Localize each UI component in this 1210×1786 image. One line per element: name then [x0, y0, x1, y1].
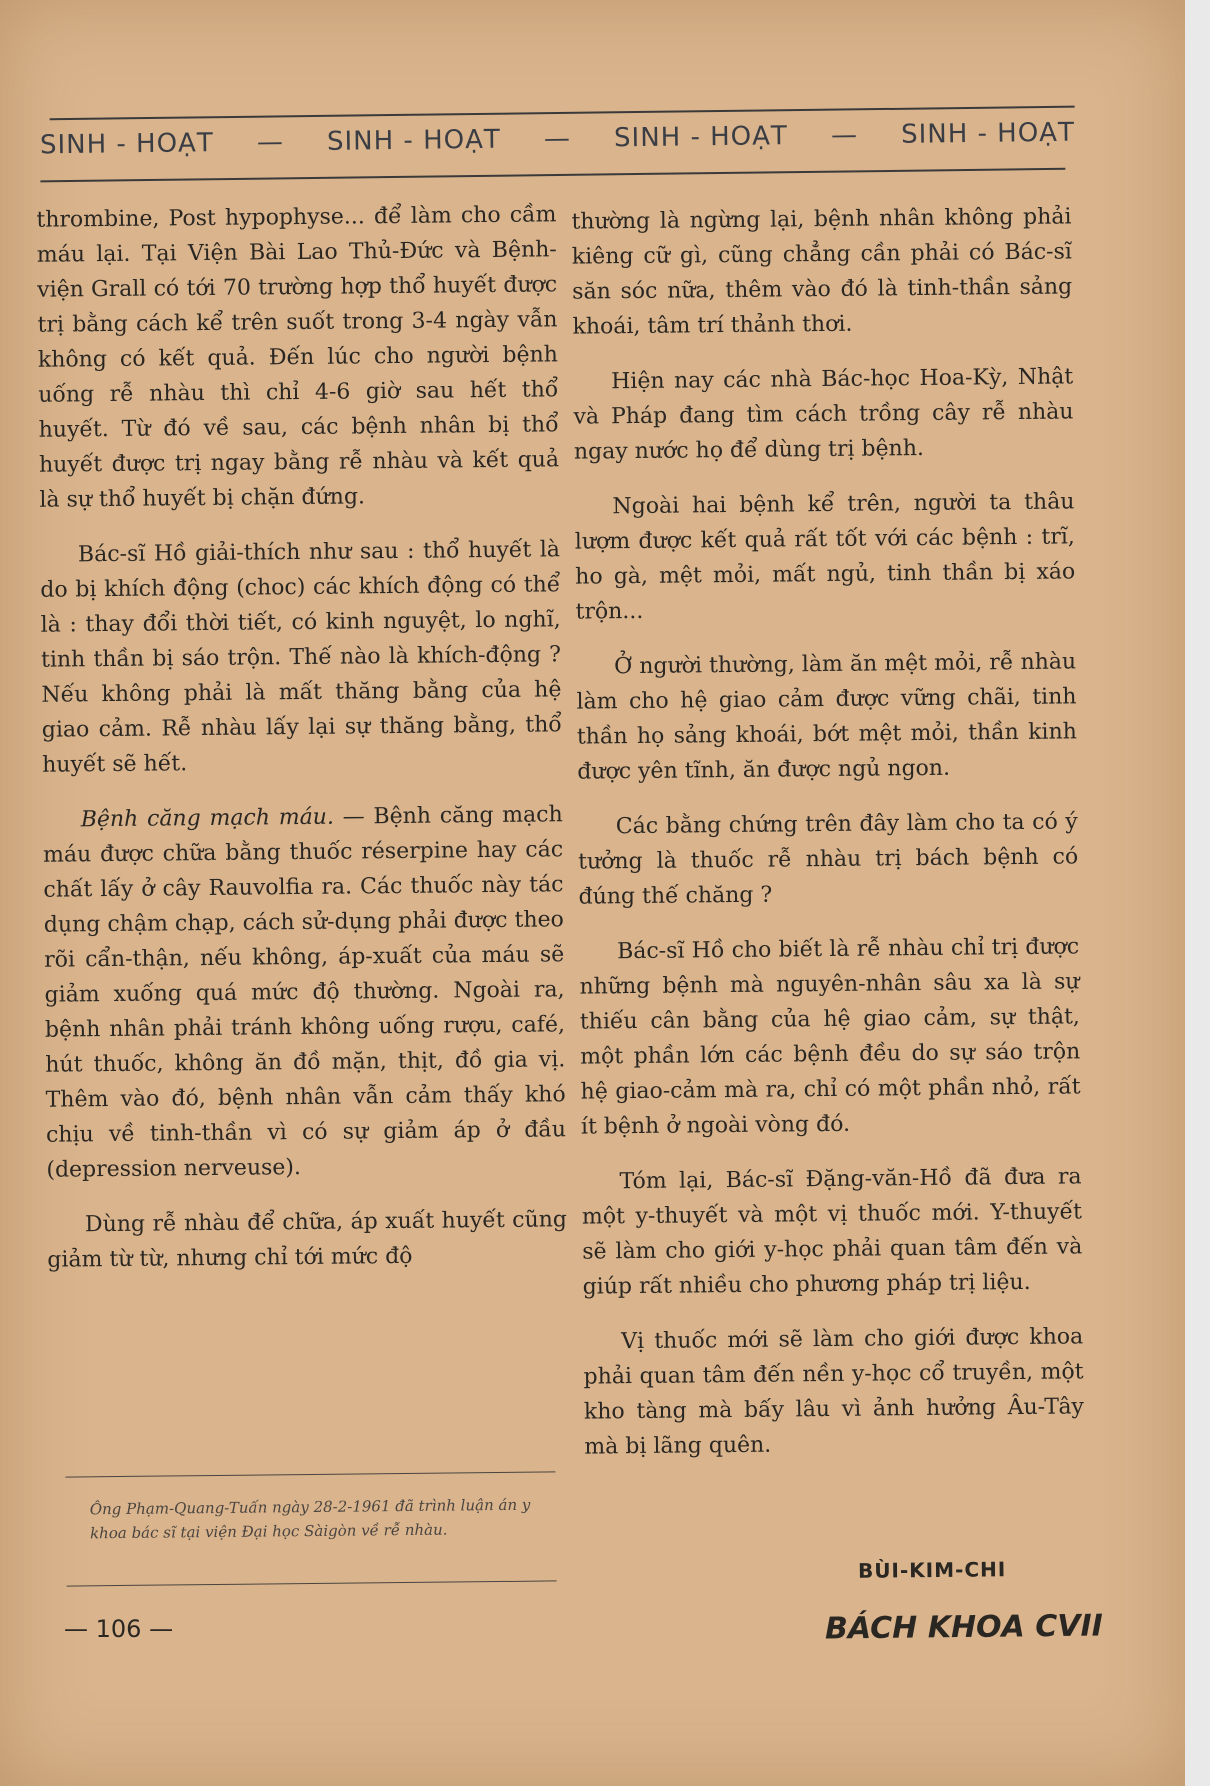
header-item: SINH - HOẠT — [326, 124, 501, 157]
header-top-rule — [50, 106, 1075, 121]
paragraph: Ngoài hai bệnh kể trên, người ta thâu lượm được kết quả rất tốt với các bệnh : trĩ, ho gà, mệt mỏi, mất ngủ, tinh thần bị xáo trộn... — [574, 489, 1076, 625]
magazine-name: BÁCH KHOA CVII — [824, 1608, 1103, 1647]
section-header — [40, 106, 1076, 183]
paragraph: Vị thuốc mới sẽ làm cho giới được khoa phải quan tâm đến nền y-học cổ truyền, một kho tàng mà bấy lâu vì ảnh hưởng Âu-Tây mà bị lãng quên. — [583, 1324, 1085, 1460]
header-items — [40, 118, 1075, 161]
paragraph: thrombine, Post hypophyse... để làm cho cầm máu lại. Tại Viện Bài Lao Thủ-Đức và Bệnh-viện Grall có tới 70 trường hợp thổ huyết được trị bằng cách kể trên suốt trong 3-4 ngày vẫn không có kết quả. Đến lúc cho người bệnh uống rễ nhàu thì chỉ 4-6 giờ sau hết thổ huyết. Từ đó về sau, các bệnh nhân bị thổ huyết được trị ngay bằng rễ nhàu và kết quả là sự thổ huyết bị chặn đứng. — [36, 202, 560, 513]
left-column — [36, 197, 567, 1297]
header-item: SINH - HOẠT — [900, 117, 1076, 150]
subheading: Bệnh căng mạch máu. — [80, 804, 335, 833]
paragraph: Dùng rễ nhàu để chữa, áp xuất huyết cũng giảm từ từ, nhưng chỉ tới mức độ — [47, 1207, 568, 1273]
paragraph: thường là ngừng lại, bệnh nhân không phải kiêng cữ gì, cũng chẳng cần phải có Bác-sĩ săn sóc nữa, thêm vào đó là tinh-thần sảng khoái, tâm trí thảnh thơi. — [571, 204, 1073, 340]
paragraph: Bác-sĩ Hồ cho biết là rễ nhàu chỉ trị được những bệnh mà nguyên-nhân sâu xa là sự thiếu cân bằng của hệ giao cảm, sự thật, một phần lớn các bệnh đều do sự sáo trộn hệ giao-cảm mà ra, chỉ có một phần nhỏ, rất ít bệnh ở ngoài vòng đó. — [579, 934, 1081, 1140]
header-separator: — — [543, 123, 572, 155]
paragraph: Các bằng chứng trên đây làm cho ta có ý tưởng là thuốc rễ nhàu trị bách bệnh có đúng thế chăng ? — [578, 809, 1079, 910]
header-separator: — — [830, 120, 859, 151]
paragraph: Hiện nay các nhà Bác-học Hoa-Kỳ, Nhật và Pháp đang tìm cách trồng cây rễ nhàu ngay nước họ để dùng trị bệnh. — [573, 364, 1074, 465]
paragraph: Tóm lại, Bác-sĩ Đặng-văn-Hồ đã đưa ra một y-thuyết và một vị thuốc mới. Y-thuyết sẽ làm cho giới y-học phải quan tâm đến và giúp rất nhiều cho phương pháp trị liệu. — [581, 1164, 1083, 1300]
right-column — [571, 199, 1084, 1484]
header-item: SINH - HOẠT — [39, 128, 214, 161]
paragraph — [43, 797, 567, 1187]
header-separator: — — [256, 127, 285, 158]
author-byline: BÙI-KIM-CHI — [857, 1557, 1007, 1583]
header-bottom-rule — [40, 168, 1065, 183]
paragraph-text: — Bệnh căng mạch máu được chữa bằng thuốc réserpine hay các chất lấy ở cây Rauvolfia ra. Các thuốc này tác dụng chậm chạp, cách sử-dụng phải được theo rõi cẩn-thận, nếu không, áp-xuất của máu sẽ giảm xuống quá mức độ thường. Ngoài ra, bệnh nhân phải tránh không uống rượu, café, hút thuốc, không ăn đồ mặn, thịt, đồ gia vị. Thêm vào đó, bệnh nhân vẫn cảm thấy khó chịu về tinh-thần vì có sự giảm áp ở đầu (depression nerveuse). — [42, 802, 567, 1183]
footnote-box — [65, 1471, 556, 1586]
footnote-text: Ông Phạm-Quang-Tuấn ngày 28-2-1961 đã trình luận án y khoa bác sĩ tại viện Đại học Sàigòn về rễ nhàu. — [89, 1495, 531, 1543]
paragraph: Bác-sĩ Hồ giải-thích như sau : thổ huyết là do bị khích động (choc) các khích động có thể là : thay đổi thời tiết, có kinh nguyệt, lo nghĩ, tinh thần bị sáo trộn. Thế nào là khích-động ? Nếu không phải là mất thăng bằng của hệ giao cảm. Rễ nhàu lấy lại sự thăng bằng, thổ huyết sẽ hết. — [40, 537, 562, 778]
paragraph: Ở người thường, làm ăn mệt mỏi, rễ nhàu làm cho hệ giao cảm được vững chãi, tinh thần họ sảng khoái, bớt mệt mỏi, thần kinh được yên tĩnh, ăn được ngủ ngon. — [576, 649, 1077, 785]
header-item: SINH - HOẠT — [613, 121, 789, 154]
page-number: — 106 — — [64, 1615, 174, 1643]
